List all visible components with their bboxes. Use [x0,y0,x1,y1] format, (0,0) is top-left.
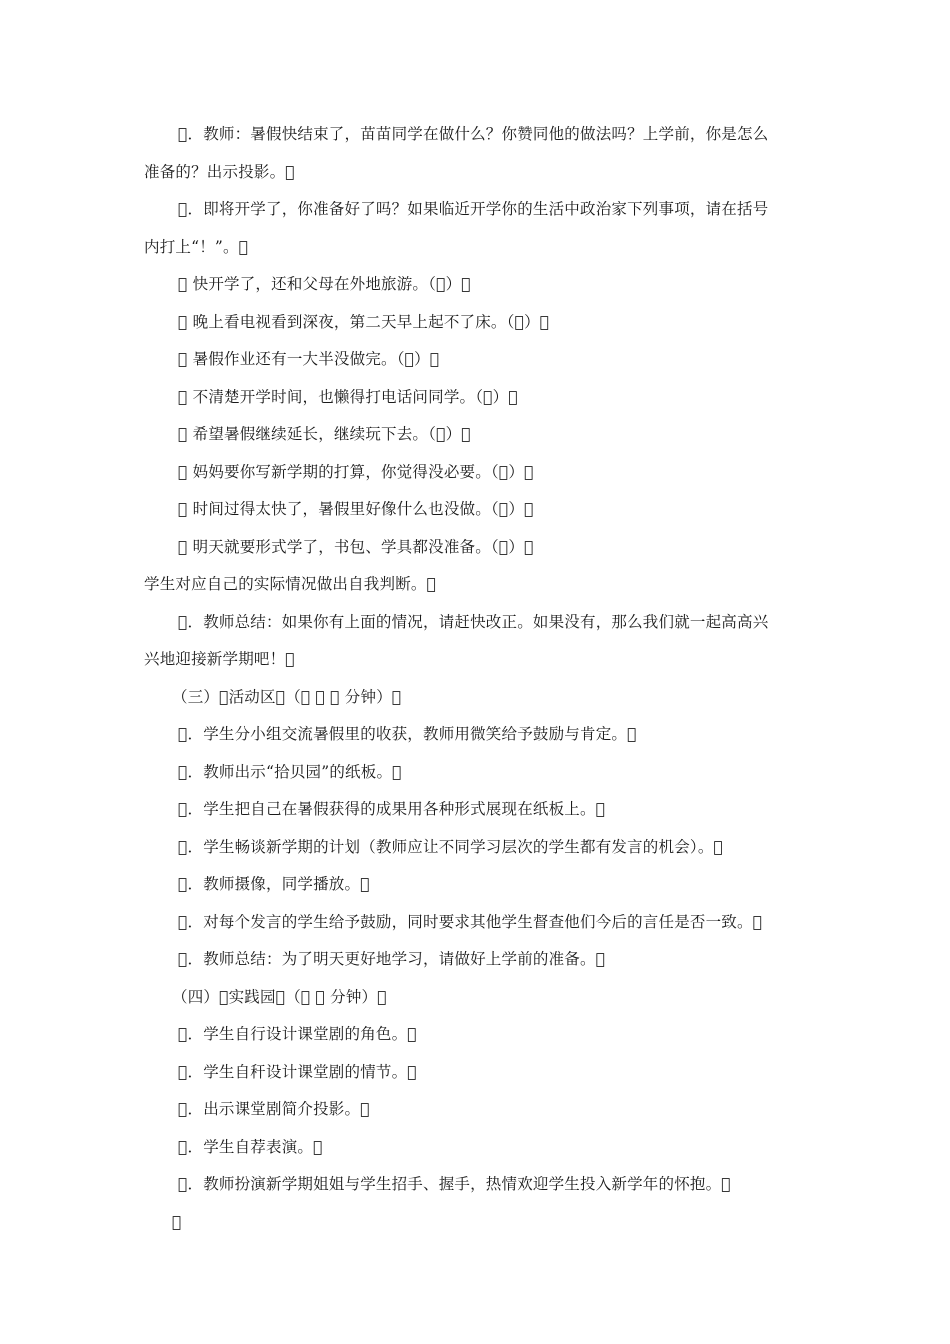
paragraph-self-judgement: 学生对应自己的实际情况做出自我判断。  [144,575,437,593]
list-item:   希望暑假继续延长，继续玩下去。（ ）  [178,425,471,443]
list-item:  ．学生自荐表演。  [178,1138,323,1156]
list-item:  ．学生自行设计课堂剧的角色。  [178,1025,417,1043]
section-heading-practice: （四） 实践园 （    分钟）  [172,988,387,1006]
list-item:   快开学了，还和父母在外地旅游。（ ）  [178,275,471,293]
trailing-paragraph-mark:   [172,1213,182,1231]
list-item:   不清楚开学时间，也懒得打电话问同学。（ ）  [178,388,518,406]
paragraph-teacher-summary-cont: 兴地迎接新学期吧！  [144,650,295,668]
list-item:  ．学生把自己在暑假获得的成果用各种形式展现在纸板上。  [178,800,606,818]
list-item:  ．学生畅谈新学期的计划（教师应让不同学习层次的学生都有发言的机会）。  [178,838,724,856]
paragraph-teacher-question:  ．教师：暑假快结束了，苗苗同学在做什么？你赞同他的做法吗？上学前，你是怎么 [178,125,769,143]
paragraph-start-school-cont: 内打上“！”。  [144,238,249,256]
paragraph-start-school:  ．即将开学了，你准备好了吗？如果临近开学你的生活中政治家下列事项，请在括号 [178,200,769,218]
list-item:  ．教师摄像，同学播放。  [178,875,370,893]
list-item:   暑假作业还有一大半没做完。（ ）  [178,350,440,368]
list-item:  ．教师出示“拾贝园”的纸板。  [178,763,402,781]
list-item:  ．学生分小组交流暑假里的收获，教师用微笑给予鼓励与肯定。  [178,725,637,743]
list-item:   时间过得太快了，暑假里好像什么也没做。（ ）  [178,500,534,518]
list-item:  ．对每个发言的学生给予鼓励，同时要求其他学生督查他们今后的言任是否一致。  [178,913,763,931]
list-item:   晚上看电视看到深夜，第二天早上起不了床。（ ）  [178,313,550,331]
list-item:  ．学生自秆设计课堂剧的情节。  [178,1063,417,1081]
list-item:   妈妈要你写新学期的打算，你觉得没必要。（ ）  [178,463,534,481]
paragraph-teacher-question-cont: 准备的？出示投影。  [144,163,295,181]
list-item:  ．教师总结：为了明天更好地学习，请做好上学前的准备。  [178,950,606,968]
paragraph-teacher-summary:  ．教师总结：如果你有上面的情况，请赶快改正。如果没有，那么我们就一起高高兴 [178,613,769,631]
list-item:  ．出示课堂剧简介投影。  [178,1100,370,1118]
section-heading-activity: （三） 活动区 （      分钟）  [172,688,402,706]
list-item:   明天就要形式学了，书包、学具都没准备。（ ）  [178,538,534,556]
list-item:  ．教师扮演新学期姐姐与学生招手、握手，热情欢迎学生投入新学年的怀抱。  [178,1175,731,1193]
